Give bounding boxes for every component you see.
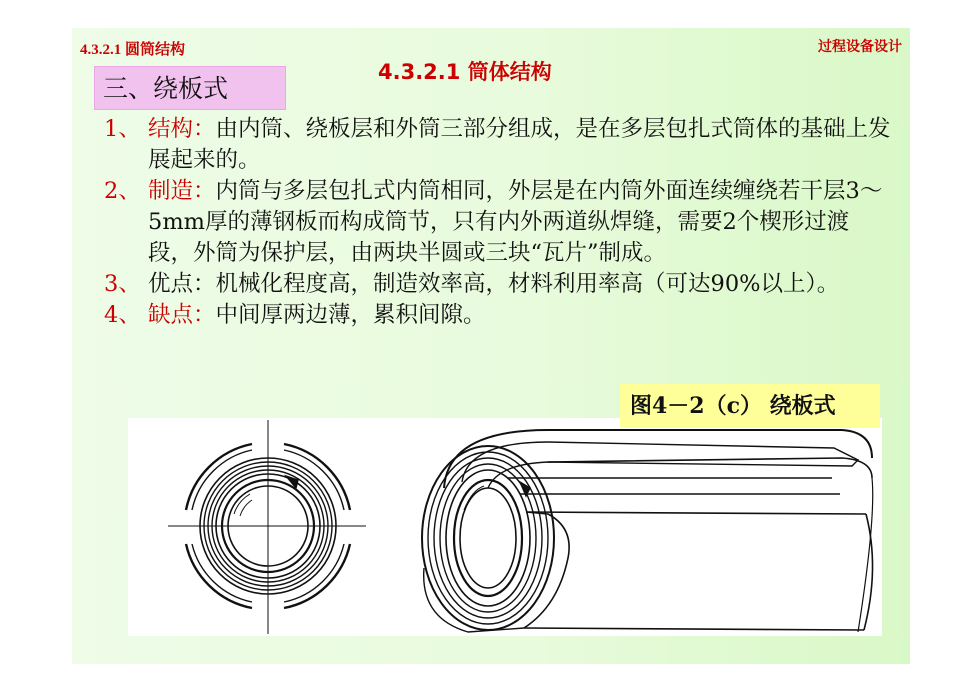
- item-number: 3、: [104, 271, 141, 297]
- item-number: 1、: [104, 116, 141, 142]
- item-number: 4、: [104, 302, 141, 328]
- item-text: 中间厚两边薄，累积间隙。: [215, 302, 486, 328]
- breadcrumb: 4.3.2.1 圆筒结构: [80, 42, 186, 58]
- list-item-structure: [104, 114, 894, 176]
- item-text: 优点：机械化程度高，制造效率高，材料利用率高（可达90%以上）。: [148, 271, 840, 297]
- shell-figure: [128, 418, 882, 636]
- outer-tile-3-inner: [284, 544, 344, 602]
- list-item-disadvantages: [104, 300, 894, 331]
- section-heading: 三、绕板式: [94, 66, 286, 110]
- top-tile-edge: [462, 442, 858, 488]
- item-label: 结构：: [148, 116, 216, 142]
- slide: [72, 28, 910, 664]
- item-label: 制造：: [148, 178, 216, 204]
- list-item-advantages: [104, 269, 894, 300]
- course-name: 过程设备设计: [818, 39, 902, 55]
- item-label: 缺点：: [148, 302, 216, 328]
- wound-plate-shell-drawing: [128, 418, 882, 636]
- item-text: 内筒与多层包扎式内筒相同，外层是在内筒外面连续缠绕若干层3～5mm厚的薄钢板而构成筒节，只有内外两道纵焊缝，需要2个楔形过渡段，外筒为保护层，由两块半圆或三块“瓦片”制成。: [148, 178, 883, 266]
- outer-tile-4-inner: [192, 544, 252, 602]
- figure-caption: 图4－2（c） 绕板式: [620, 384, 880, 428]
- list-item-manufacture: [104, 176, 894, 269]
- page-title: 4.3.2.1 筒体结构: [378, 60, 552, 84]
- item-text: 由内筒、绕板层和外筒三部分组成，是在多层包扎式筒体的基础上发展起来的。: [148, 116, 891, 173]
- content-list: [104, 114, 894, 331]
- item-number: 2、: [104, 178, 141, 204]
